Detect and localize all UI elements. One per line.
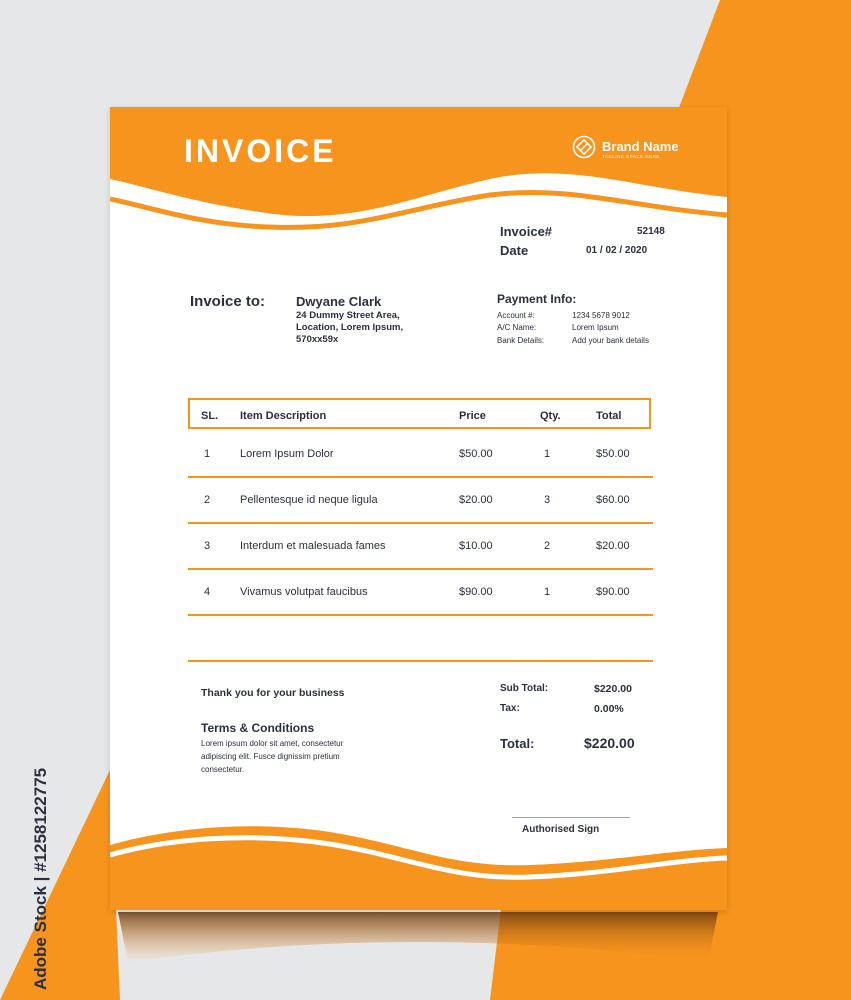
cell-qty: 1 xyxy=(544,586,551,598)
bank-details-value: Add your bank details xyxy=(572,336,649,345)
cell-price: $10.00 xyxy=(459,540,493,552)
bank-details-label: Bank Details: xyxy=(497,336,545,345)
brand-tagline: TAGLINE SPACE HERE xyxy=(602,154,660,159)
account-value: 1234 5678 9012 xyxy=(572,311,630,320)
brand xyxy=(572,135,679,164)
invoice-number-value: 52148 xyxy=(637,226,665,237)
cell-description: Vivamus volutpat faucibus xyxy=(240,586,368,598)
row-divider xyxy=(188,568,653,570)
cell-sl: 2 xyxy=(204,494,211,506)
cell-qty: 3 xyxy=(544,494,551,506)
th-total: Total xyxy=(596,410,622,422)
cell-qty: 2 xyxy=(544,540,551,552)
cell-sl: 1 xyxy=(204,448,211,460)
th-sl: SL. xyxy=(201,410,219,422)
tax-value: 0.00% xyxy=(594,703,624,715)
account-label: Account #: xyxy=(497,311,535,320)
tax-label: Tax: xyxy=(500,703,520,714)
cell-price: $90.00 xyxy=(459,586,493,598)
client-name: Dwyane Clark xyxy=(296,294,382,309)
ac-name-value: Lorem Ipsum xyxy=(572,323,619,332)
ac-name-label: A/C Name: xyxy=(497,323,537,332)
cell-price: $50.00 xyxy=(459,448,493,460)
stock-id-text: Adobe Stock | #1258122775 xyxy=(31,767,50,990)
cell-total: $60.00 xyxy=(596,494,630,506)
invoice-paper xyxy=(110,107,727,910)
invoice-number-label: Invoice# xyxy=(500,224,553,239)
invoice-to-label: Invoice to: xyxy=(190,293,266,310)
brand-logo-icon xyxy=(572,135,596,164)
terms-line-1: Lorem ipsum dolor sit amet, consectetur xyxy=(201,739,344,748)
cell-qty: 1 xyxy=(544,448,551,460)
cell-price: $20.00 xyxy=(459,494,493,506)
cell-description: Pellentesque id neque ligula xyxy=(240,494,378,506)
date-value: 01 / 02 / 2020 xyxy=(586,245,648,256)
table-bottom-line xyxy=(188,660,653,662)
row-divider xyxy=(188,614,653,616)
terms-line-2: adipiscing elit. Fusce dignissim pretium xyxy=(201,752,340,761)
signature-line xyxy=(512,817,630,818)
cell-description: Lorem Ipsum Dolor xyxy=(240,448,334,460)
cell-sl: 3 xyxy=(204,540,211,552)
total-label: Total: xyxy=(500,736,535,751)
header-wave xyxy=(110,107,727,237)
row-divider xyxy=(188,476,653,478)
total-value: $220.00 xyxy=(584,735,635,751)
client-address-3: 570xx59x xyxy=(296,334,339,345)
brand-name: Brand Name xyxy=(602,139,679,154)
cell-sl: 4 xyxy=(204,586,211,598)
subtotal-value: $220.00 xyxy=(594,683,632,695)
cell-total: $20.00 xyxy=(596,540,630,552)
paper-shadow xyxy=(118,912,718,972)
cell-total: $90.00 xyxy=(596,586,630,598)
invoice-title: INVOICE xyxy=(184,133,337,169)
cell-description: Interdum et malesuada fames xyxy=(240,540,386,552)
payment-info-title: Payment Info: xyxy=(497,292,577,306)
authorised-sign-label: Authorised Sign xyxy=(522,824,600,835)
footer-wave xyxy=(110,820,727,910)
date-label: Date xyxy=(500,243,529,258)
th-qty: Qty. xyxy=(540,410,561,422)
thank-you-text: Thank you for your business xyxy=(201,687,345,699)
th-description: Item Description xyxy=(240,410,327,422)
row-divider xyxy=(188,522,653,524)
th-price: Price xyxy=(459,410,486,422)
terms-line-3: consectetur. xyxy=(201,765,245,774)
client-address-1: 24 Dummy Street Area, xyxy=(296,310,400,321)
subtotal-label: Sub Total: xyxy=(500,683,549,694)
client-address-2: Location, Lorem Ipsum, xyxy=(296,322,404,333)
cell-total: $50.00 xyxy=(596,448,630,460)
terms-title: Terms & Conditions xyxy=(201,721,315,735)
